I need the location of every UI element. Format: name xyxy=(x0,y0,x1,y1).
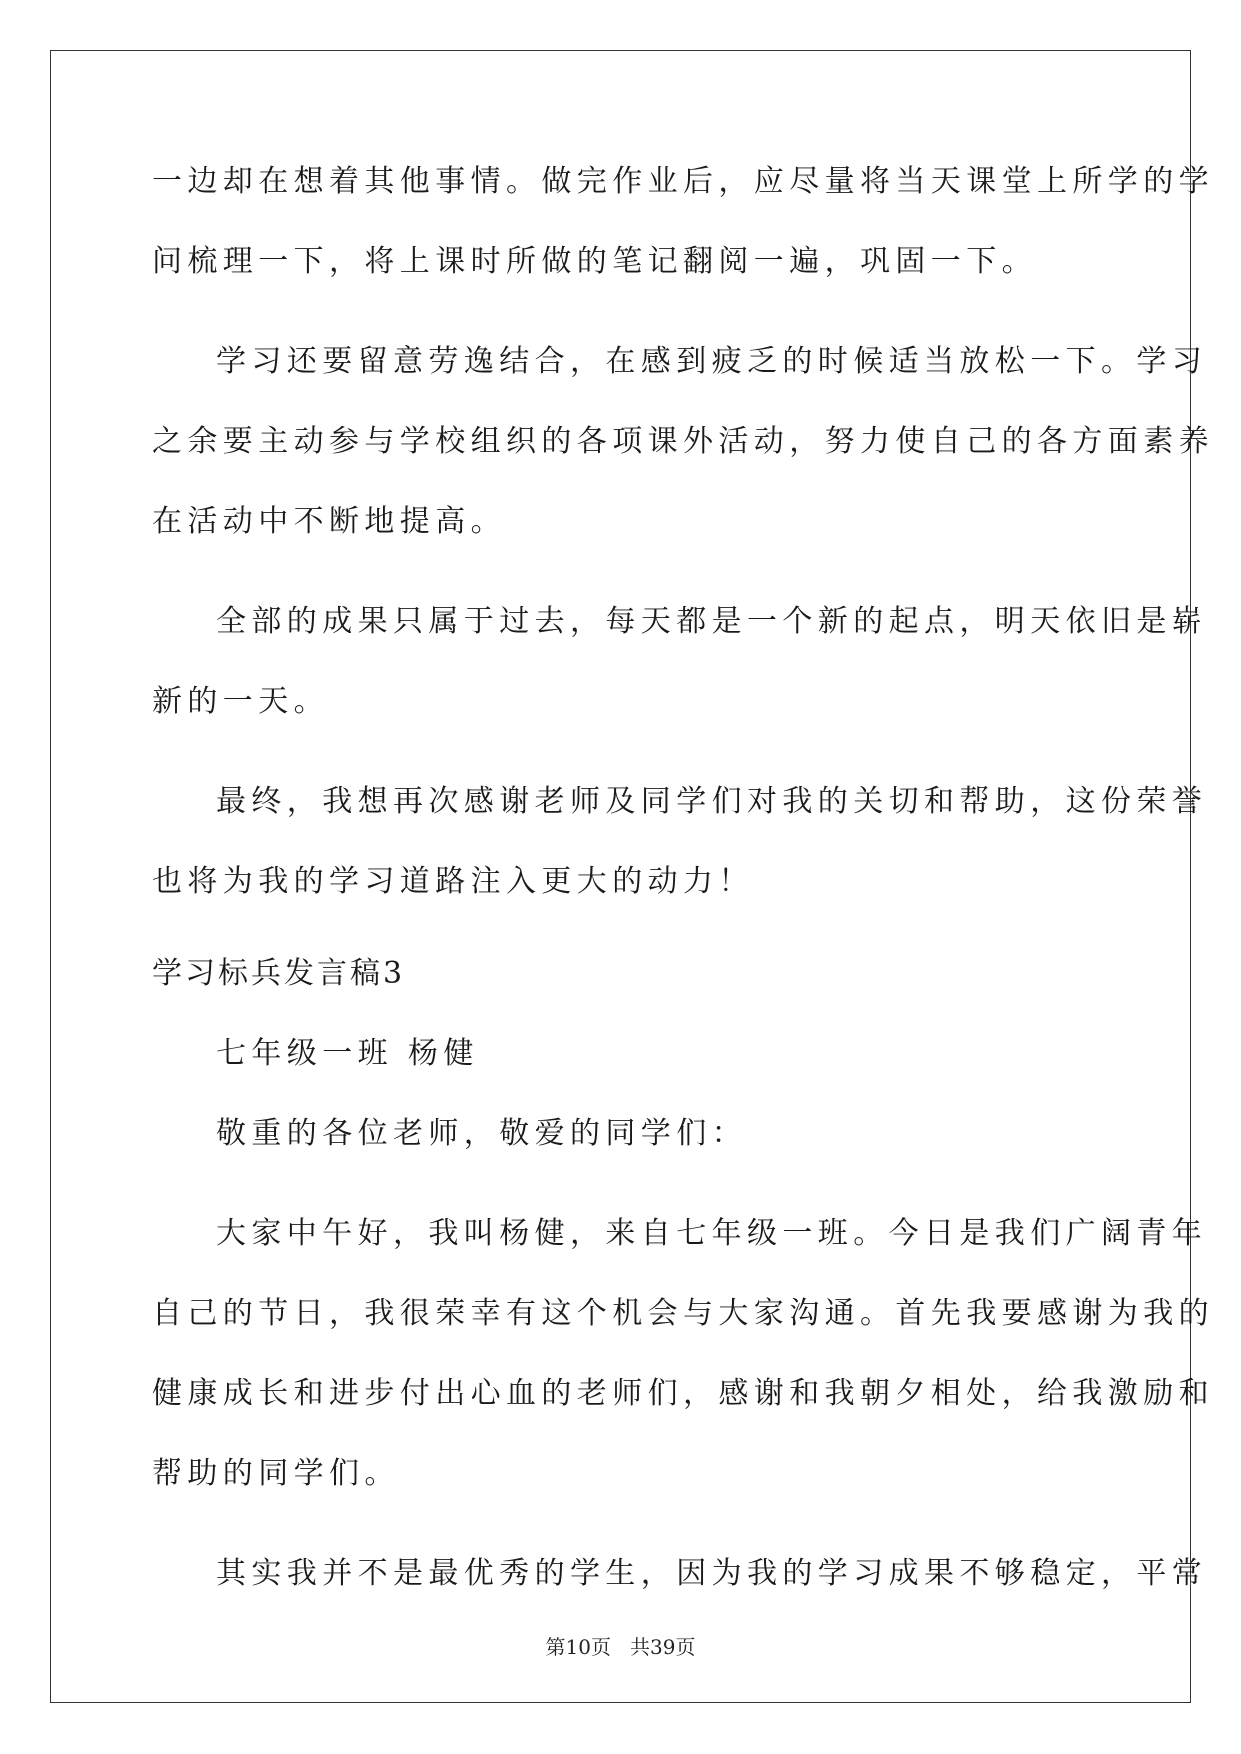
text-line: 在活动中不断地提高。 xyxy=(152,504,506,539)
section-heading: 学习标兵发言稿3 xyxy=(152,956,406,991)
text-line: 健康成长和进步付出心血的老师们，感谢和我朝夕相处，给我激励和 xyxy=(152,1376,1214,1411)
text-line: 之余要主动参与学校组织的各项课外活动，努力使自己的各方面素养 xyxy=(152,424,1214,459)
salutation: 敬重的各位老师，敬爱的同学们： xyxy=(216,1116,747,1151)
paragraph-first-line: 其实我并不是最优秀的学生，因为我的学习成果不够稳定，平常 xyxy=(216,1556,1208,1591)
page-number: 第10页 共39页 xyxy=(545,1635,696,1659)
paragraph-first-line: 最终，我想再次感谢老师及同学们对我的关切和帮助，这份荣誉 xyxy=(216,784,1208,819)
paragraph-first-line: 全部的成果只属于过去，每天都是一个新的起点，明天依旧是崭 xyxy=(216,604,1208,639)
paragraph-first-line: 大家中午好，我叫杨健，来自七年级一班。今日是我们广阔青年 xyxy=(216,1216,1208,1251)
text-line: 也将为我的学习道路注入更大的动力！ xyxy=(152,864,754,899)
text-line: 新的一天。 xyxy=(152,684,329,719)
paragraph-first-line: 学习还要留意劳逸结合，在感到疲乏的时候适当放松一下。学习 xyxy=(216,344,1208,379)
text-line: 自己的节日，我很荣幸有这个机会与大家沟通。首先我要感谢为我的 xyxy=(152,1296,1214,1331)
text-line: 一边却在想着其他事情。做完作业后，应尽量将当天课堂上所学的学 xyxy=(152,164,1214,199)
text-line: 帮助的同学们。 xyxy=(152,1456,400,1491)
text-line: 问梳理一下，将上课时所做的笔记翻阅一遍，巩固一下。 xyxy=(152,244,1037,279)
author-line: 七年级一班 杨健 xyxy=(216,1036,479,1071)
